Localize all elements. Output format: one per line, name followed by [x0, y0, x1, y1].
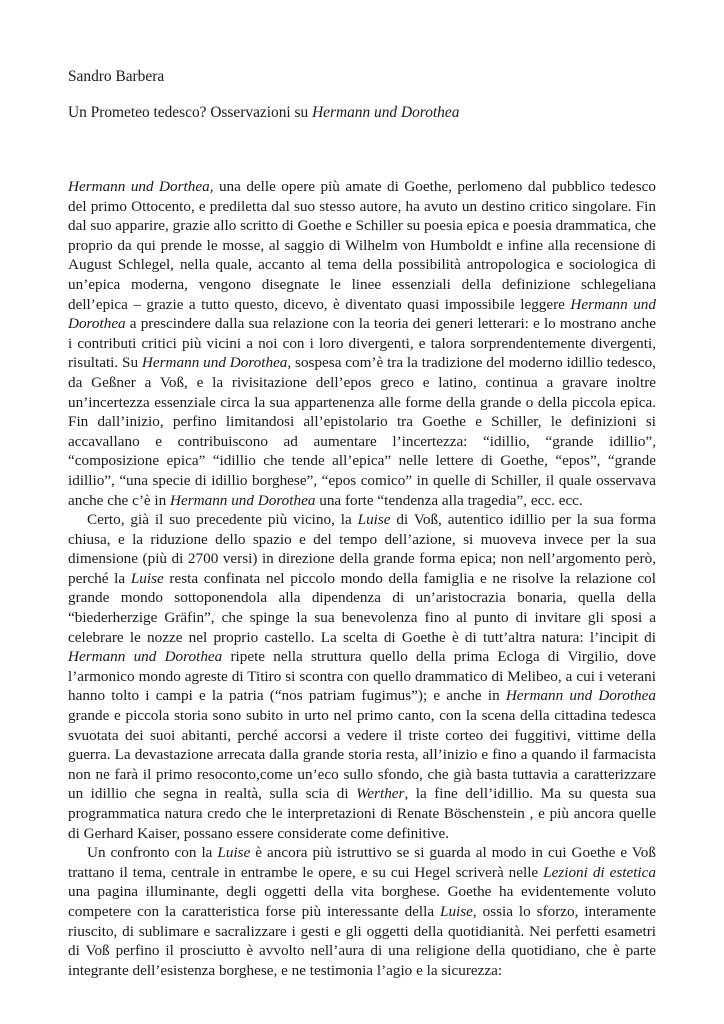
text-run: ripete nella struttura quello della prima Ecloga di Virgilio, dove l’armonico mondo agreste di Titiro si scontra con quello drammatico di Melibeo, a cui i veterani hanno tolto i campi e la patria (“nos patriam fugimus”); e anche in	[68, 648, 656, 705]
italic-run: Hermann und Dorothea	[68, 295, 656, 333]
text-run: a prescindere dalla sua relazione con la teoria dei generi letterari: e lo mostrano anche i contributi critici più vicini a noi con i loro divergenti, e talora sorprendentemente divergenti, risultati. Su	[68, 315, 656, 372]
article-title	[68, 103, 459, 123]
text-run: di Voß, autentico idillio per la sua forma chiusa, e la riduzione dello spazio e del tempo dell’azione, si muoveva invece per la sua dimensione (più di 2700 versi) in direzione della grande forma epica; non nell’argomento però, perché la	[68, 511, 656, 587]
title-work: Hermann und Dorothea	[312, 104, 460, 121]
italic-run: Luise	[357, 511, 391, 529]
italic-run: Lezioni di estetica	[543, 863, 656, 881]
italic-run: Luise	[130, 569, 164, 587]
paragraph-2	[68, 510, 656, 843]
title-prefix: Un Prometeo tedesco? Osservazioni su	[68, 104, 313, 121]
text-run: una forte “tendenza alla tragedia”, ecc. ecc.	[315, 491, 583, 509]
italic-run: Hermann und Dorothea	[170, 491, 316, 509]
paragraph-1	[68, 177, 656, 510]
text-run: Certo, già il suo precedente più vicino, la	[87, 511, 358, 529]
italic-run: Luise	[440, 902, 473, 920]
text-run: , sospesa com’è tra la tradizione del moderno idillio tedesco, da Geßner a Voß, e la rivisitazione dell’epos greco e latino, continua a gravare inoltre un’incertezza essenziale circa la sua appartenenza alle forme della grande o della piccola epica. Fin dall’inizio, perfino limitandosi all’epistolario tra Goethe e Schiller, le definizioni si accavallano e contribuiscono ad aumentare l’incertezza: “idillio, “grande idillio”, “composizione epica” “idillio che tende all’epica” nelle lettere di Goethe, “epos”, “grande idillio”, “una specie di idillio borghese”, “epos comico” in quelle di Schiller, il quale osservava anche che c’è in	[68, 354, 656, 509]
text-run: è ancora più istruttivo se si guarda al modo in cui Goethe e Voß trattano il tema, centrale in entrambe le opere, e su cui Hegel scriverà nelle	[68, 844, 656, 881]
italic-run: Hermann und Dorothea	[68, 648, 223, 666]
text-run: resta confinata nel piccolo mondo della famiglia e ne risolve la relazione col grande mondo sottoponendola alla dipendenza di un’aristocrazia bonaria, quella della “biederherzige Gräfin”, che spinge la sua benevolenza fino al punto di invitare gli sposi a celebrare le nozze nel proprio castello. La scelta di Goethe è di tutt’altra natura: l’incipit di	[68, 569, 656, 646]
italic-run: Luise	[217, 844, 251, 862]
text-run: Un confronto con la	[87, 844, 218, 862]
author-name: Sandro Barbera	[68, 68, 165, 85]
article-body	[68, 177, 656, 980]
paragraph-3	[68, 843, 656, 980]
text-run: una pagina illuminante, degli oggetti della vita borghese. Goethe ha evidentemente voluto competere con la caratteristica forse più interessante della	[68, 883, 656, 920]
text-run: , la fine dell’idillio. Ma su questa sua programmatica natura credo che le interpretazioni di Renate Böschenstein , e più ancora quelle di Gerhard Kaiser, possano essere considerate come definitive.	[68, 785, 657, 842]
text-run: , ossia lo sforzo, interamente riuscito, di sublimare e sacralizzare i gesti e gli oggetti della quotidianità. Nei perfetti esametri di Voß perfino il prosciutto è avvolto nell’aura di una religione della quotidiano, che è parte integrante dell’esistenza borghese, e ne testimonia l’agio e la sicurezza:	[68, 902, 657, 979]
text-run: grande e piccola storia sono subito in urto nel primo canto, con la scena della cittadina tedesca svuotata dei suoi abitanti, perché accorsi a vedere il triste corteo dei fuggitivi, vittime della guerra. La devastazione arrecata dalla grande storia resta, all’inizio e fino a quando il farmacista non ne farà il primo resoconto,come un’eco sullo sfondo, che già basta tuttavia a caratterizzare un idillio che segna in realtà, sulla scia di	[68, 707, 656, 803]
italic-run: Werther	[356, 785, 405, 803]
text-run: , una delle opere più amate di Goethe, perlomeno dal pubblico tedesco del primo Ottocento, e prediletta dal suo stesso autore, ha avuto un destino critico singolare. Fin dal suo apparire, grazie allo scritto di Goethe e Schiller su poesia epica e poesia drammatica, che proprio da qui prende le mosse, al saggio di Wilhelm von Humboldt e infine alla recensione di August Schlegel, nella quale, accanto al tema della possibilità antropologica e sociologica di un’epica moderna, vengono disegnate le linee essenziali della definizione schlegeliana dell’epica – grazie a tutto questo, dicevo, è diventato quasi impossibile leggere	[68, 178, 656, 313]
italic-run: Hermann und Dorothea	[141, 354, 288, 372]
italic-run: Hermann und Dorthea	[68, 178, 210, 195]
italic-run: Hermann und Dorothea	[505, 687, 656, 705]
